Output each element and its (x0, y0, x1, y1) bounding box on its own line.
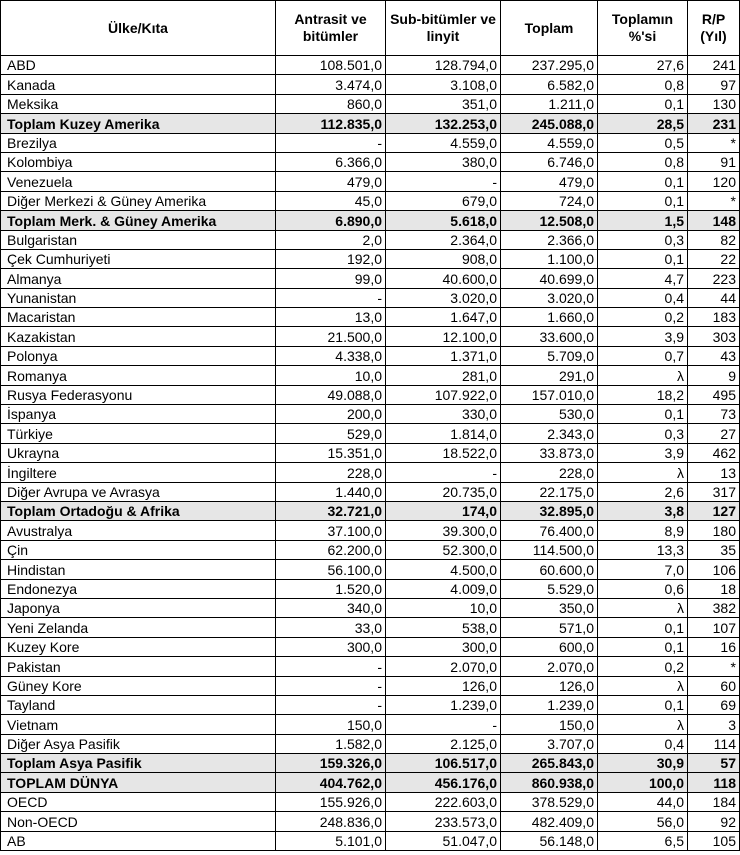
subbituminous-cell: 1.647,0 (386, 308, 501, 327)
subbituminous-cell: - (386, 463, 501, 482)
subbituminous-cell: 679,0 (386, 191, 501, 210)
anthracite-cell: 45,0 (276, 191, 386, 210)
anthracite-cell: 159.326,0 (276, 754, 386, 773)
table-row (1, 676, 740, 695)
table-row (1, 560, 740, 579)
anthracite-cell: 404.762,0 (276, 773, 386, 792)
table-row (1, 482, 740, 501)
total-cell: 571,0 (501, 618, 598, 637)
share-cell: 0,1 (598, 172, 688, 191)
anthracite-cell: 1.440,0 (276, 482, 386, 501)
anthracite-cell: 228,0 (276, 463, 386, 482)
rp-cell: 27 (688, 424, 740, 443)
share-cell: 0,5 (598, 133, 688, 152)
rp-cell: 127 (688, 501, 740, 520)
share-cell: 0,6 (598, 579, 688, 598)
subbituminous-cell: 3.020,0 (386, 288, 501, 307)
share-cell: 0,1 (598, 637, 688, 656)
table-row (1, 385, 740, 404)
total-cell: 245.088,0 (501, 114, 598, 133)
subbituminous-cell: 10,0 (386, 598, 501, 617)
table-row (1, 598, 740, 617)
total-cell: 860.938,0 (501, 773, 598, 792)
country-cell: Toplam Ortadoğu & Afrika (1, 501, 276, 520)
rp-cell: 16 (688, 637, 740, 656)
table-row (1, 831, 740, 850)
country-cell: Japonya (1, 598, 276, 617)
table-row (1, 424, 740, 443)
rp-cell: 114 (688, 734, 740, 753)
total-cell: 157.010,0 (501, 385, 598, 404)
anthracite-cell: - (276, 676, 386, 695)
total-cell: 5.529,0 (501, 579, 598, 598)
country-cell: Ukrayna (1, 443, 276, 462)
subbituminous-cell: 4.500,0 (386, 560, 501, 579)
total-cell: 530,0 (501, 405, 598, 424)
total-cell: 40.699,0 (501, 269, 598, 288)
rp-cell: 107 (688, 618, 740, 637)
anthracite-cell: 248.836,0 (276, 812, 386, 831)
total-cell: 291,0 (501, 366, 598, 385)
rp-cell: 303 (688, 327, 740, 346)
country-cell: Almanya (1, 269, 276, 288)
total-cell: 56.148,0 (501, 831, 598, 850)
rp-cell: 317 (688, 482, 740, 501)
header-share: Toplamın %'si (598, 1, 688, 56)
total-row (1, 754, 740, 773)
share-cell: 6,5 (598, 831, 688, 850)
total-cell: 482.409,0 (501, 812, 598, 831)
rp-cell: 462 (688, 443, 740, 462)
table-row (1, 191, 740, 210)
share-cell: 18,2 (598, 385, 688, 404)
total-cell: 33.873,0 (501, 443, 598, 462)
table-row (1, 695, 740, 714)
rp-cell: 57 (688, 754, 740, 773)
country-cell: Polonya (1, 346, 276, 365)
subbituminous-cell: 1.371,0 (386, 346, 501, 365)
table-row (1, 94, 740, 113)
total-cell: 350,0 (501, 598, 598, 617)
rp-cell: 91 (688, 152, 740, 171)
rp-cell: 118 (688, 773, 740, 792)
country-cell: Kazakistan (1, 327, 276, 346)
share-cell: 0,2 (598, 657, 688, 676)
share-cell: 0,4 (598, 734, 688, 753)
anthracite-cell: 200,0 (276, 405, 386, 424)
subbituminous-cell: 456.176,0 (386, 773, 501, 792)
country-cell: Toplam Asya Pasifik (1, 754, 276, 773)
country-cell: İspanya (1, 405, 276, 424)
share-cell: 28,5 (598, 114, 688, 133)
rp-cell: 97 (688, 75, 740, 94)
share-cell: λ (598, 366, 688, 385)
share-cell: 0,4 (598, 288, 688, 307)
anthracite-cell: 21.500,0 (276, 327, 386, 346)
share-cell: 0,1 (598, 618, 688, 637)
subbituminous-cell: 351,0 (386, 94, 501, 113)
table-row (1, 715, 740, 734)
share-cell: 8,9 (598, 521, 688, 540)
subbituminous-cell: 300,0 (386, 637, 501, 656)
anthracite-cell: 32.721,0 (276, 501, 386, 520)
table-row (1, 249, 740, 268)
anthracite-cell: 13,0 (276, 308, 386, 327)
table-row (1, 405, 740, 424)
rp-cell: 18 (688, 579, 740, 598)
share-cell: 4,7 (598, 269, 688, 288)
subbituminous-cell: 128.794,0 (386, 56, 501, 75)
country-cell: Kuzey Kore (1, 637, 276, 656)
anthracite-cell: 56.100,0 (276, 560, 386, 579)
subbituminous-cell: 330,0 (386, 405, 501, 424)
anthracite-cell: - (276, 133, 386, 152)
total-row (1, 114, 740, 133)
rp-cell: 148 (688, 211, 740, 230)
table-row (1, 366, 740, 385)
country-cell: Diğer Asya Pasifik (1, 734, 276, 753)
rp-cell: 60 (688, 676, 740, 695)
share-cell: 0,1 (598, 695, 688, 714)
rp-cell: 43 (688, 346, 740, 365)
anthracite-cell: 99,0 (276, 269, 386, 288)
header-total: Toplam (501, 1, 598, 56)
anthracite-cell: 112.835,0 (276, 114, 386, 133)
country-cell: Toplam Kuzey Amerika (1, 114, 276, 133)
rp-cell: 231 (688, 114, 740, 133)
share-cell: 0,8 (598, 75, 688, 94)
share-cell: 56,0 (598, 812, 688, 831)
table-row (1, 230, 740, 249)
subbituminous-cell: 380,0 (386, 152, 501, 171)
total-cell: 4.559,0 (501, 133, 598, 152)
subbituminous-cell: 1.239,0 (386, 695, 501, 714)
anthracite-cell: 62.200,0 (276, 540, 386, 559)
total-cell: 1.239,0 (501, 695, 598, 714)
country-cell: İngiltere (1, 463, 276, 482)
country-cell: Çin (1, 540, 276, 559)
table-row (1, 288, 740, 307)
subbituminous-cell: 18.522,0 (386, 443, 501, 462)
anthracite-cell: - (276, 657, 386, 676)
anthracite-cell: 150,0 (276, 715, 386, 734)
share-cell: 0,3 (598, 230, 688, 249)
subbituminous-cell: 2.125,0 (386, 734, 501, 753)
subbituminous-cell: 12.100,0 (386, 327, 501, 346)
anthracite-cell: 1.520,0 (276, 579, 386, 598)
rp-cell: 495 (688, 385, 740, 404)
table-row (1, 540, 740, 559)
rp-cell: 223 (688, 269, 740, 288)
rp-cell: * (688, 133, 740, 152)
total-cell: 3.020,0 (501, 288, 598, 307)
country-cell: Bulgaristan (1, 230, 276, 249)
anthracite-cell: 155.926,0 (276, 792, 386, 811)
anthracite-cell: 529,0 (276, 424, 386, 443)
share-cell: 44,0 (598, 792, 688, 811)
subbituminous-cell: 281,0 (386, 366, 501, 385)
subbituminous-cell: 52.300,0 (386, 540, 501, 559)
table-row (1, 521, 740, 540)
subbituminous-cell: 908,0 (386, 249, 501, 268)
table-row (1, 269, 740, 288)
table-body (1, 56, 740, 851)
total-cell: 3.707,0 (501, 734, 598, 753)
total-cell: 2.366,0 (501, 230, 598, 249)
anthracite-cell: 15.351,0 (276, 443, 386, 462)
share-cell: 100,0 (598, 773, 688, 792)
anthracite-cell: 10,0 (276, 366, 386, 385)
country-cell: ABD (1, 56, 276, 75)
anthracite-cell: 192,0 (276, 249, 386, 268)
total-cell: 32.895,0 (501, 501, 598, 520)
total-cell: 5.709,0 (501, 346, 598, 365)
share-cell: 13,3 (598, 540, 688, 559)
total-cell: 60.600,0 (501, 560, 598, 579)
rp-cell: 184 (688, 792, 740, 811)
country-cell: Diğer Merkezi & Güney Amerika (1, 191, 276, 210)
table-row (1, 346, 740, 365)
subbituminous-cell: 233.573,0 (386, 812, 501, 831)
table-row (1, 618, 740, 637)
rp-cell: 82 (688, 230, 740, 249)
rp-cell: 73 (688, 405, 740, 424)
header-row (1, 1, 740, 56)
subbituminous-cell: 3.108,0 (386, 75, 501, 94)
rp-cell: 3 (688, 715, 740, 734)
share-cell: 0,8 (598, 152, 688, 171)
share-cell: 7,0 (598, 560, 688, 579)
share-cell: 0,1 (598, 191, 688, 210)
total-cell: 237.295,0 (501, 56, 598, 75)
country-cell: Çek Cumhuriyeti (1, 249, 276, 268)
table-row (1, 637, 740, 656)
country-cell: Romanya (1, 366, 276, 385)
share-cell: 30,9 (598, 754, 688, 773)
share-cell: 0,3 (598, 424, 688, 443)
total-cell: 479,0 (501, 172, 598, 191)
country-cell: Vietnam (1, 715, 276, 734)
total-cell: 600,0 (501, 637, 598, 656)
country-cell: Türkiye (1, 424, 276, 443)
rp-cell: 105 (688, 831, 740, 850)
total-cell: 1.211,0 (501, 94, 598, 113)
country-cell: Güney Kore (1, 676, 276, 695)
country-cell: Endonezya (1, 579, 276, 598)
total-cell: 76.400,0 (501, 521, 598, 540)
anthracite-cell: 1.582,0 (276, 734, 386, 753)
country-cell: Brezilya (1, 133, 276, 152)
country-cell: Kanada (1, 75, 276, 94)
rp-cell: 44 (688, 288, 740, 307)
country-cell: Avustralya (1, 521, 276, 540)
total-cell: 2.070,0 (501, 657, 598, 676)
subbituminous-cell: 107.922,0 (386, 385, 501, 404)
table-row (1, 657, 740, 676)
subbituminous-cell: 4.559,0 (386, 133, 501, 152)
share-cell: 27,6 (598, 56, 688, 75)
anthracite-cell: 860,0 (276, 94, 386, 113)
subbituminous-cell: 40.600,0 (386, 269, 501, 288)
subbituminous-cell: 20.735,0 (386, 482, 501, 501)
share-cell: λ (598, 676, 688, 695)
table-row (1, 308, 740, 327)
country-cell: Pakistan (1, 657, 276, 676)
subbituminous-cell: 106.517,0 (386, 754, 501, 773)
table-row (1, 734, 740, 753)
share-cell: 3,8 (598, 501, 688, 520)
country-cell: Meksika (1, 94, 276, 113)
total-cell: 1.660,0 (501, 308, 598, 327)
country-cell: Yunanistan (1, 288, 276, 307)
country-cell: OECD (1, 792, 276, 811)
country-cell: TOPLAM DÜNYA (1, 773, 276, 792)
anthracite-cell: - (276, 288, 386, 307)
anthracite-cell: 6.890,0 (276, 211, 386, 230)
table-row (1, 463, 740, 482)
country-cell: Tayland (1, 695, 276, 714)
total-row (1, 501, 740, 520)
rp-cell: 9 (688, 366, 740, 385)
total-cell: 6.746,0 (501, 152, 598, 171)
total-cell: 114.500,0 (501, 540, 598, 559)
total-cell: 378.529,0 (501, 792, 598, 811)
subbituminous-cell: 51.047,0 (386, 831, 501, 850)
table-row (1, 75, 740, 94)
subbituminous-cell: 538,0 (386, 618, 501, 637)
anthracite-cell: 3.474,0 (276, 75, 386, 94)
subbituminous-cell: 1.814,0 (386, 424, 501, 443)
share-cell: λ (598, 598, 688, 617)
total-cell: 12.508,0 (501, 211, 598, 230)
subbituminous-cell: - (386, 172, 501, 191)
country-cell: AB (1, 831, 276, 850)
total-cell: 33.600,0 (501, 327, 598, 346)
total-cell: 228,0 (501, 463, 598, 482)
share-cell: 0,1 (598, 94, 688, 113)
country-cell: Kolombiya (1, 152, 276, 171)
total-cell: 126,0 (501, 676, 598, 695)
subbituminous-cell: 4.009,0 (386, 579, 501, 598)
country-cell: Hindistan (1, 560, 276, 579)
country-cell: Rusya Federasyonu (1, 385, 276, 404)
total-cell: 22.175,0 (501, 482, 598, 501)
anthracite-cell: 49.088,0 (276, 385, 386, 404)
country-cell: Diğer Avrupa ve Avrasya (1, 482, 276, 501)
total-cell: 2.343,0 (501, 424, 598, 443)
rp-cell: 241 (688, 56, 740, 75)
share-cell: λ (598, 715, 688, 734)
anthracite-cell: 37.100,0 (276, 521, 386, 540)
rp-cell: 130 (688, 94, 740, 113)
header-subbituminous: Sub-bitümler ve linyit (386, 1, 501, 56)
rp-cell: 180 (688, 521, 740, 540)
anthracite-cell: 108.501,0 (276, 56, 386, 75)
total-cell: 724,0 (501, 191, 598, 210)
subbituminous-cell: 2.070,0 (386, 657, 501, 676)
anthracite-cell: - (276, 695, 386, 714)
rp-cell: 69 (688, 695, 740, 714)
total-cell: 265.843,0 (501, 754, 598, 773)
subbituminous-cell: - (386, 715, 501, 734)
subbituminous-cell: 126,0 (386, 676, 501, 695)
total-cell: 6.582,0 (501, 75, 598, 94)
subbituminous-cell: 222.603,0 (386, 792, 501, 811)
rp-cell: * (688, 657, 740, 676)
country-cell: Macaristan (1, 308, 276, 327)
anthracite-cell: 33,0 (276, 618, 386, 637)
table-row (1, 443, 740, 462)
subbituminous-cell: 132.253,0 (386, 114, 501, 133)
share-cell: λ (598, 463, 688, 482)
table-row (1, 327, 740, 346)
header-country: Ülke/Kıta (1, 1, 276, 56)
anthracite-cell: 300,0 (276, 637, 386, 656)
anthracite-cell: 6.366,0 (276, 152, 386, 171)
country-cell: Venezuela (1, 172, 276, 191)
anthracite-cell: 479,0 (276, 172, 386, 191)
subbituminous-cell: 174,0 (386, 501, 501, 520)
share-cell: 3,9 (598, 443, 688, 462)
share-cell: 1,5 (598, 211, 688, 230)
rp-cell: * (688, 191, 740, 210)
country-cell: Non-OECD (1, 812, 276, 831)
subbituminous-cell: 2.364,0 (386, 230, 501, 249)
anthracite-cell: 340,0 (276, 598, 386, 617)
table-row (1, 56, 740, 75)
rp-cell: 183 (688, 308, 740, 327)
table-row (1, 152, 740, 171)
share-cell: 0,1 (598, 249, 688, 268)
rp-cell: 106 (688, 560, 740, 579)
rp-cell: 120 (688, 172, 740, 191)
header-rp: R/P (Yıl) (688, 1, 740, 56)
share-cell: 0,2 (598, 308, 688, 327)
table-row (1, 133, 740, 152)
country-cell: Toplam Merk. & Güney Amerika (1, 211, 276, 230)
rp-cell: 382 (688, 598, 740, 617)
subbituminous-cell: 39.300,0 (386, 521, 501, 540)
rp-cell: 92 (688, 812, 740, 831)
rp-cell: 13 (688, 463, 740, 482)
rp-cell: 35 (688, 540, 740, 559)
anthracite-cell: 2,0 (276, 230, 386, 249)
header-anthracite: Antrasit ve bitümler (276, 1, 386, 56)
anthracite-cell: 4.338,0 (276, 346, 386, 365)
share-cell: 3,9 (598, 327, 688, 346)
share-cell: 0,1 (598, 405, 688, 424)
total-cell: 150,0 (501, 715, 598, 734)
rp-cell: 22 (688, 249, 740, 268)
share-cell: 2,6 (598, 482, 688, 501)
share-cell: 0,7 (598, 346, 688, 365)
total-row (1, 211, 740, 230)
total-cell: 1.100,0 (501, 249, 598, 268)
anthracite-cell: 5.101,0 (276, 831, 386, 850)
total-row (1, 773, 740, 792)
table-row (1, 812, 740, 831)
subbituminous-cell: 5.618,0 (386, 211, 501, 230)
table-row (1, 172, 740, 191)
table-row (1, 792, 740, 811)
country-cell: Yeni Zelanda (1, 618, 276, 637)
table-row (1, 579, 740, 598)
